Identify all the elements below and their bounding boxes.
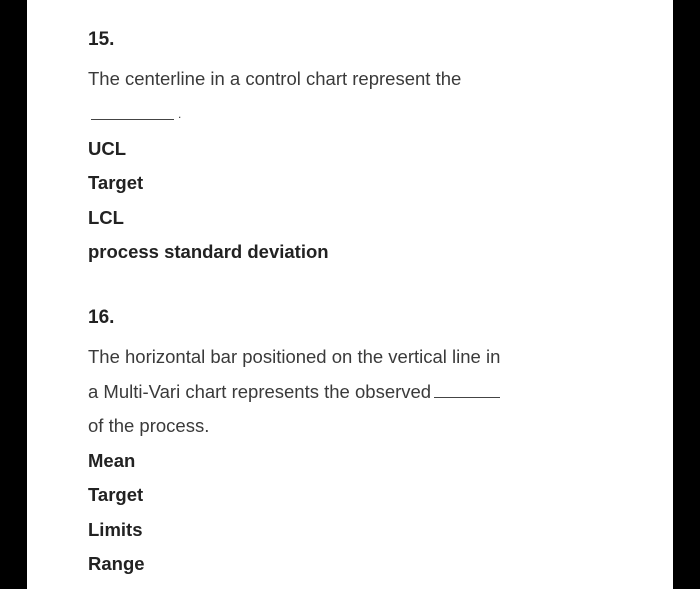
- question-number: 15.: [88, 29, 115, 50]
- answer-option-mean[interactable]: Mean: [88, 449, 136, 471]
- question-text-line: The horizontal bar positioned on the vertical line in: [88, 346, 501, 367]
- answer-option-range[interactable]: Range: [88, 553, 145, 574]
- question-text-line: of the process.: [88, 415, 210, 436]
- answer-option-limits[interactable]: Limits: [88, 518, 143, 540]
- question-16: [88, 306, 648, 582]
- answer-option-process-standard-deviation[interactable]: process standard deviation: [88, 241, 329, 263]
- question-number: 16.: [88, 307, 115, 328]
- question-text: [88, 62, 648, 97]
- answer-option-lcl[interactable]: LCL: [88, 206, 124, 228]
- answer-option-target[interactable]: Target: [88, 484, 144, 505]
- answer-blank-line: [88, 97, 648, 132]
- answer-options: [88, 132, 648, 270]
- answer-options: [88, 444, 648, 582]
- question-text: [88, 340, 648, 444]
- question-text-line: a Multi-Vari chart represents the observed: [88, 380, 432, 402]
- question-text-line: The centerline in a control chart represent the: [88, 68, 462, 89]
- answer-blank: [91, 118, 174, 120]
- answer-option-target[interactable]: Target: [88, 172, 144, 194]
- quiz-page: [27, 0, 673, 589]
- blank-suffix: .: [178, 107, 182, 122]
- answer-blank: [434, 396, 500, 398]
- answer-option-ucl[interactable]: UCL: [88, 137, 127, 159]
- question-15: [88, 28, 648, 270]
